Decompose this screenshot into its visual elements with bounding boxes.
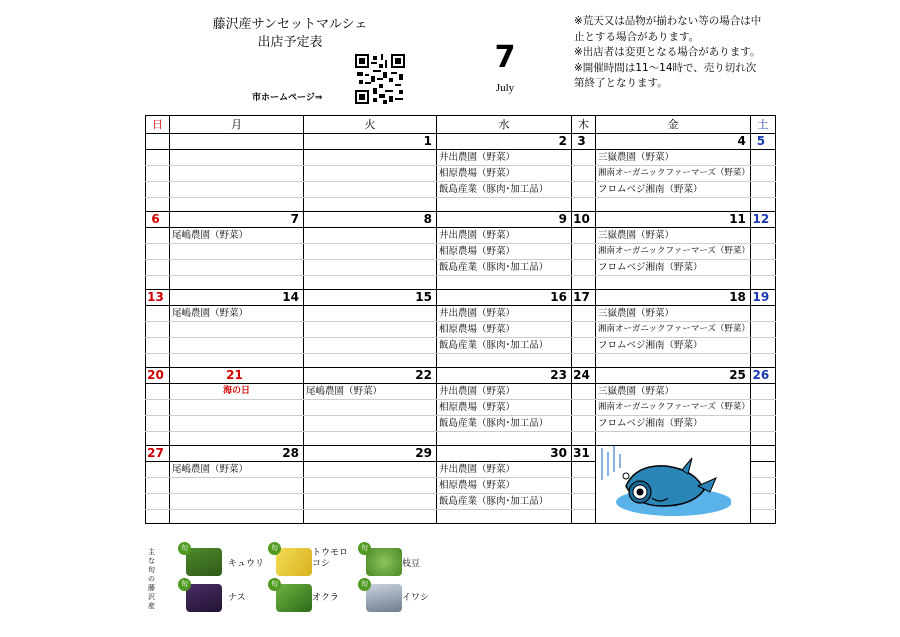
day-number: 11 (596, 212, 751, 228)
day-number: 5 (750, 134, 775, 150)
day-number: 29 (304, 446, 437, 462)
vendor-row (146, 260, 776, 276)
vendor-entry: 尾嶋農園（野菜） (170, 228, 304, 244)
day-number: 1 (304, 134, 437, 150)
season-badge: 旬 (268, 578, 281, 591)
seasonal-item-name: トウモロコシ (312, 548, 349, 569)
page-title (200, 16, 380, 52)
day-number (170, 134, 304, 150)
seasonal-item-name: オクラ (312, 593, 339, 603)
day-number: 2 (437, 134, 572, 150)
day-number: 10 (572, 212, 596, 228)
vendor-entry: 湘南オーガニックファーマーズ（野菜） (596, 400, 751, 416)
vendor-row (146, 166, 776, 182)
vendor-entry: 三嶽農園（野菜） (596, 228, 751, 244)
season-badge: 旬 (358, 578, 371, 591)
seasonal-item-name: 枝豆 (402, 559, 421, 569)
vendor-entry: フロムベジ湘南（野菜） (596, 260, 751, 276)
vendor-entry: 湘南オーガニックファーマーズ（野菜） (596, 166, 751, 182)
vendor-entry: フロムベジ湘南（野菜） (596, 182, 751, 198)
vendor-entry: 相原農場（野菜） (437, 478, 572, 494)
day-number: 27 (146, 446, 170, 462)
day-number: 19 (750, 290, 775, 306)
season-badge: 旬 (358, 542, 371, 555)
vendor-row (146, 182, 776, 198)
day-number: 17 (572, 290, 596, 306)
week-row (146, 368, 776, 384)
vendor-row (146, 384, 776, 400)
day-number: 24 (572, 368, 596, 384)
weekday-fri: 金 (596, 116, 751, 134)
vendor-row (146, 228, 776, 244)
title-line-2: 出店予定表 (257, 35, 323, 50)
day-number: 14 (170, 290, 304, 306)
vendor-row (146, 244, 776, 260)
okra-icon (276, 584, 312, 612)
day-number: 18 (596, 290, 751, 306)
vendor-entry: 相原農場（野菜） (437, 322, 572, 338)
eggplant-icon (186, 584, 222, 612)
vendor-entry: 相原農場（野菜） (437, 166, 572, 182)
vendor-entry: 井出農園（野菜） (437, 462, 572, 478)
month-number: 7 (494, 40, 516, 75)
weekday-header (146, 116, 776, 134)
day-number: 13 (146, 290, 170, 306)
day-number: 28 (170, 446, 304, 462)
day-number (146, 134, 170, 150)
vendor-row (146, 306, 776, 322)
holiday-name: 海の日 (170, 384, 304, 400)
day-number: 3 (572, 134, 596, 150)
seasonal-item-name: ナス (228, 593, 246, 603)
week-row (146, 212, 776, 228)
corn-icon (276, 548, 312, 576)
week-row (146, 290, 776, 306)
seasonal-item-name: イワシ (402, 593, 430, 603)
note: ※出店者は変更となる場合があります。 (574, 46, 761, 58)
vendor-entry: 飯島産業（豚肉･加工品） (437, 416, 572, 432)
month-name: July (495, 82, 515, 94)
notes (574, 14, 764, 92)
weekday-wed: 水 (437, 116, 572, 134)
day-number: 7 (170, 212, 304, 228)
vendor-entry: 井出農園（野菜） (437, 384, 572, 400)
weekday-sun: 日 (146, 116, 170, 134)
season-badge: 旬 (178, 578, 191, 591)
day-number: 9 (437, 212, 572, 228)
day-number: 20 (146, 368, 170, 384)
weekday-tue: 火 (304, 116, 437, 134)
vendor-row (146, 338, 776, 354)
season-badge: 旬 (178, 542, 191, 555)
note: ※荒天又は品物が揃わない等の場合は中止とする場合があります。 (574, 15, 762, 43)
vendor-entry: 三嶽農園（野菜） (596, 384, 751, 400)
vendor-row (146, 150, 776, 166)
vendor-entry: 飯島産業（豚肉･加工品） (437, 182, 572, 198)
vendor-entry: 飯島産業（豚肉･加工品） (437, 494, 572, 510)
day-number: 6 (146, 212, 170, 228)
vendor-entry: 飯島産業（豚肉･加工品） (437, 260, 572, 276)
vendor-entry: 湘南オーガニックファーマーズ（野菜） (596, 244, 751, 260)
vendor-entry: フロムベジ湘南（野菜） (596, 338, 751, 354)
weekday-mon: 月 (170, 116, 304, 134)
vendor-row (146, 400, 776, 416)
sardine-icon (366, 584, 402, 612)
vendor-entry: 尾嶋農園（野菜） (170, 306, 304, 322)
vendor-entry: 三嶽農園（野菜） (596, 306, 751, 322)
vendor-entry: フロムベジ湘南（野菜） (596, 416, 751, 432)
market-calendar (145, 115, 776, 524)
day-number: 16 (437, 290, 572, 306)
homepage-label[interactable]: 市ホームページ⇒ (252, 93, 323, 103)
edamame-icon (366, 548, 402, 576)
week-row (146, 446, 776, 462)
vendor-entry: 尾嶋農園（野菜） (304, 384, 437, 400)
vendor-entry: 井出農園（野菜） (437, 306, 572, 322)
vendor-row (146, 322, 776, 338)
cucumber-icon (186, 548, 222, 576)
mascot-illustration (596, 446, 731, 524)
day-number: 8 (304, 212, 437, 228)
day-number: 4 (596, 134, 751, 150)
day-number-holiday: 21 (170, 368, 304, 384)
vendor-entry: 尾嶋農園（野菜） (170, 462, 304, 478)
weekday-sat: 土 (750, 116, 775, 134)
day-number: 23 (437, 368, 572, 384)
day-number (750, 446, 775, 462)
vendor-entry: 相原農場（野菜） (437, 244, 572, 260)
vendor-entry: 湘南オーガニックファーマーズ（野菜） (596, 322, 751, 338)
day-number: 26 (750, 368, 775, 384)
vendor-entry: 三嶽農園（野菜） (596, 150, 751, 166)
day-number: 15 (304, 290, 437, 306)
note: ※開催時間は11～14時で、売り切れ次第終了となります。 (574, 61, 757, 89)
vendor-entry: 飯島産業（豚肉･加工品） (437, 338, 572, 354)
season-badge: 旬 (268, 542, 281, 555)
week-row (146, 134, 776, 150)
vendor-row (146, 416, 776, 432)
vendor-entry: 井出農園（野菜） (437, 150, 572, 166)
day-number: 25 (596, 368, 751, 384)
mascot-cell (596, 446, 751, 524)
weekday-thu: 木 (572, 116, 596, 134)
day-number: 12 (750, 212, 775, 228)
vendor-entry: 井出農園（野菜） (437, 228, 572, 244)
seasonal-label: 主な旬の藤沢産 (148, 548, 155, 610)
seasonal-item-name: キュウリ (228, 559, 265, 569)
vendor-entry: 相原農場（野菜） (437, 400, 572, 416)
day-number: 30 (437, 446, 572, 462)
qr-code[interactable] (355, 54, 405, 104)
day-number: 22 (304, 368, 437, 384)
title-line-1: 藤沢産サンセットマルシェ (212, 17, 368, 32)
day-number: 31 (572, 446, 596, 462)
